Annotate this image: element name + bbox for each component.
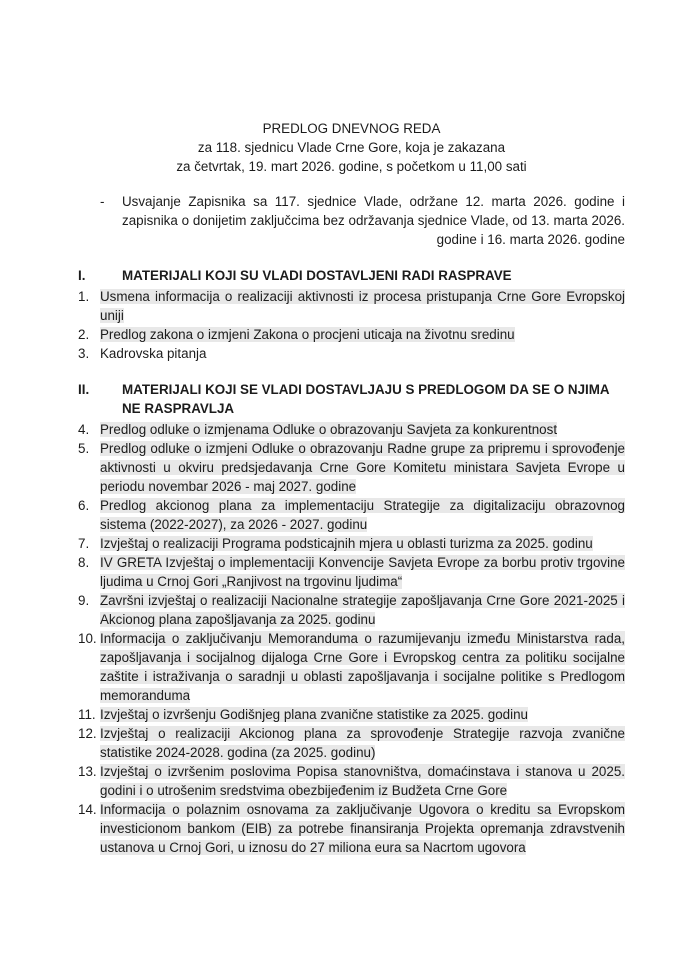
- section-heading: [78, 380, 625, 418]
- item-number: 2.: [78, 327, 90, 342]
- item-text-block: [100, 496, 625, 534]
- item-text-block: [100, 629, 625, 705]
- item-text-block: [100, 439, 625, 496]
- document-title: [78, 119, 625, 176]
- item-text: Informacija o polaznim osnovama za zaključivanje Ugovora o kreditu sa Evropskom investicionom bankom (EIB) za potrebe finansiranja Projekta opremanja zdravstvenih ustanova u Crnoj Gori, u iznosu do 27 miliona eura sa Nacrtom ugovora: [100, 802, 625, 855]
- item-number: 9.: [78, 593, 90, 608]
- section-heading: [78, 266, 625, 285]
- item-text-block: [100, 287, 625, 325]
- item-number: 1.: [78, 289, 90, 304]
- agenda-item: [78, 325, 625, 344]
- item-number: 14.: [78, 802, 97, 817]
- item-text: Izvještaj o realizaciji Programa podsticajnih mjera u oblasti turizma za 2025. godinu: [100, 536, 593, 551]
- item-text: Predlog odluke o izmjeni Odluke o obrazovanju Radne grupe za pripremu i sprovođenje aktivnosti u okviru predsjedavanja Crne Gore Komitetu ministara Savjeta Evrope u periodu novembar 2026 - maj 2027. godine: [100, 441, 625, 494]
- agenda-item: [78, 287, 625, 325]
- item-text: Izvještaj o izvršenim poslovima Popisa stanovništva, domaćinstava i stanova u 2025. godini i o utrošenim sredstvima obezbijeđenim iz Budžeta Crne Gore: [100, 764, 625, 798]
- section-numeral: I.: [78, 268, 86, 283]
- agenda-item: [78, 553, 625, 591]
- item-number: 12.: [78, 726, 97, 741]
- minutes-adoption-text: Usvajanje Zapisnika sa 117. sjednice Vlade, održane 12. marta 2026. godine i zapisnika o donijetim zaključcima bez održavanja sjednice Vlade, od 13. marta 2026. godine i 16. marta 2026. godine: [122, 194, 625, 247]
- item-number: 13.: [78, 764, 97, 779]
- item-text-block: [100, 534, 625, 553]
- item-text-block: [100, 800, 625, 857]
- item-text: Izvještaj o realizaciji Akcionog plana za sprovođenje Strategije razvoja zvanične statistike 2024-2028. godina (za 2025. godinu): [100, 726, 625, 760]
- section-heading-text: MATERIJALI KOJI SE VLADI DOSTAVLJAJU S PREDLOGOM DA SE O NJIMA NE RASPRAVLJA: [122, 382, 610, 416]
- item-number: 5.: [78, 441, 90, 456]
- section-heading-text: MATERIJALI KOJI SU VLADI DOSTAVLJENI RADI RASPRAVE: [122, 268, 512, 283]
- item-text: Izvještaj o izvršenju Godišnjeg plana zvanične statistike za 2025. godinu: [100, 707, 529, 722]
- agenda-item: [78, 800, 625, 857]
- item-text-block: [100, 553, 625, 591]
- agenda-item: [78, 534, 625, 553]
- section-materials-without-discussion: [78, 380, 625, 857]
- item-number: 10.: [78, 631, 97, 646]
- item-text: Predlog akcionog plana za implementaciju Strategije za digitalizaciju obrazovnog sistema (2022-2027), za 2026 - 2027. godinu: [100, 498, 625, 532]
- agenda-item: [78, 705, 625, 724]
- item-text-block: [100, 344, 625, 363]
- agenda-item: [78, 420, 625, 439]
- minutes-adoption-note: [100, 192, 625, 249]
- agenda-item: [78, 629, 625, 705]
- item-text-block: [100, 705, 625, 724]
- item-text: Usmena informacija o realizaciji aktivnosti iz procesa pristupanja Crne Gore Evropskoj uniji: [100, 289, 625, 323]
- section-materials-for-discussion: [78, 266, 625, 363]
- item-number: 4.: [78, 422, 90, 437]
- agenda-items-list: [78, 287, 625, 363]
- item-number: 3.: [78, 346, 90, 361]
- item-text: Informacija o zaključivanju Memoranduma o razumijevanju između Ministarstva rada, zapošljavanja i socijalnog dijaloga Crne Gore i Evropskog centra za politiku socijalne zaštite i istraživanja o saradnji u oblasti zapošljavanja i socijalne politike s Predlogom memoranduma: [100, 631, 625, 703]
- item-number: 6.: [78, 498, 90, 513]
- agenda-item: [78, 439, 625, 496]
- title-line: za 118. sjednicu Vlade Crne Gore, koja je zakazana: [197, 140, 506, 155]
- item-text: Predlog zakona o izmjeni Zakona o procjeni uticaja na životnu sredinu: [100, 327, 515, 342]
- item-number: 7.: [78, 536, 90, 551]
- dash-bullet: -: [100, 194, 105, 209]
- agenda-item: [78, 496, 625, 534]
- agenda-item: [78, 724, 625, 762]
- item-text: Kadrovska pitanja: [100, 346, 207, 361]
- item-number: 8.: [78, 555, 90, 570]
- item-text-block: [100, 762, 625, 800]
- item-number: 11.: [78, 707, 96, 722]
- item-text-block: [100, 724, 625, 762]
- agenda-item: [78, 344, 625, 363]
- agenda-item: [78, 591, 625, 629]
- title-line: PREDLOG DNEVNOG REDA: [262, 121, 441, 136]
- item-text: IV GRETA Izvještaj o implementaciji Konvencije Savjeta Evrope za borbu protiv trgovine ljudima u Crnoj Gori „Ranjivost na trgovinu ljudima“: [100, 555, 625, 589]
- agenda-items-list: [78, 420, 625, 857]
- item-text: Predlog odluke o izmjenama Odluke o obrazovanju Savjeta za konkurentnost: [100, 422, 558, 437]
- section-numeral: II.: [78, 382, 90, 397]
- item-text-block: [100, 325, 625, 344]
- agenda-item: [78, 762, 625, 800]
- title-line: za četvrtak, 19. mart 2026. godine, s početkom u 11,00 sati: [176, 159, 527, 174]
- item-text-block: [100, 420, 625, 439]
- item-text-block: [100, 591, 625, 629]
- item-text: Završni izvještaj o realizaciji Nacionalne strategije zapošljavanja Crne Gore 2021-2025 i Akcionog plana zapošljavanja za 2025. godinu: [100, 593, 625, 627]
